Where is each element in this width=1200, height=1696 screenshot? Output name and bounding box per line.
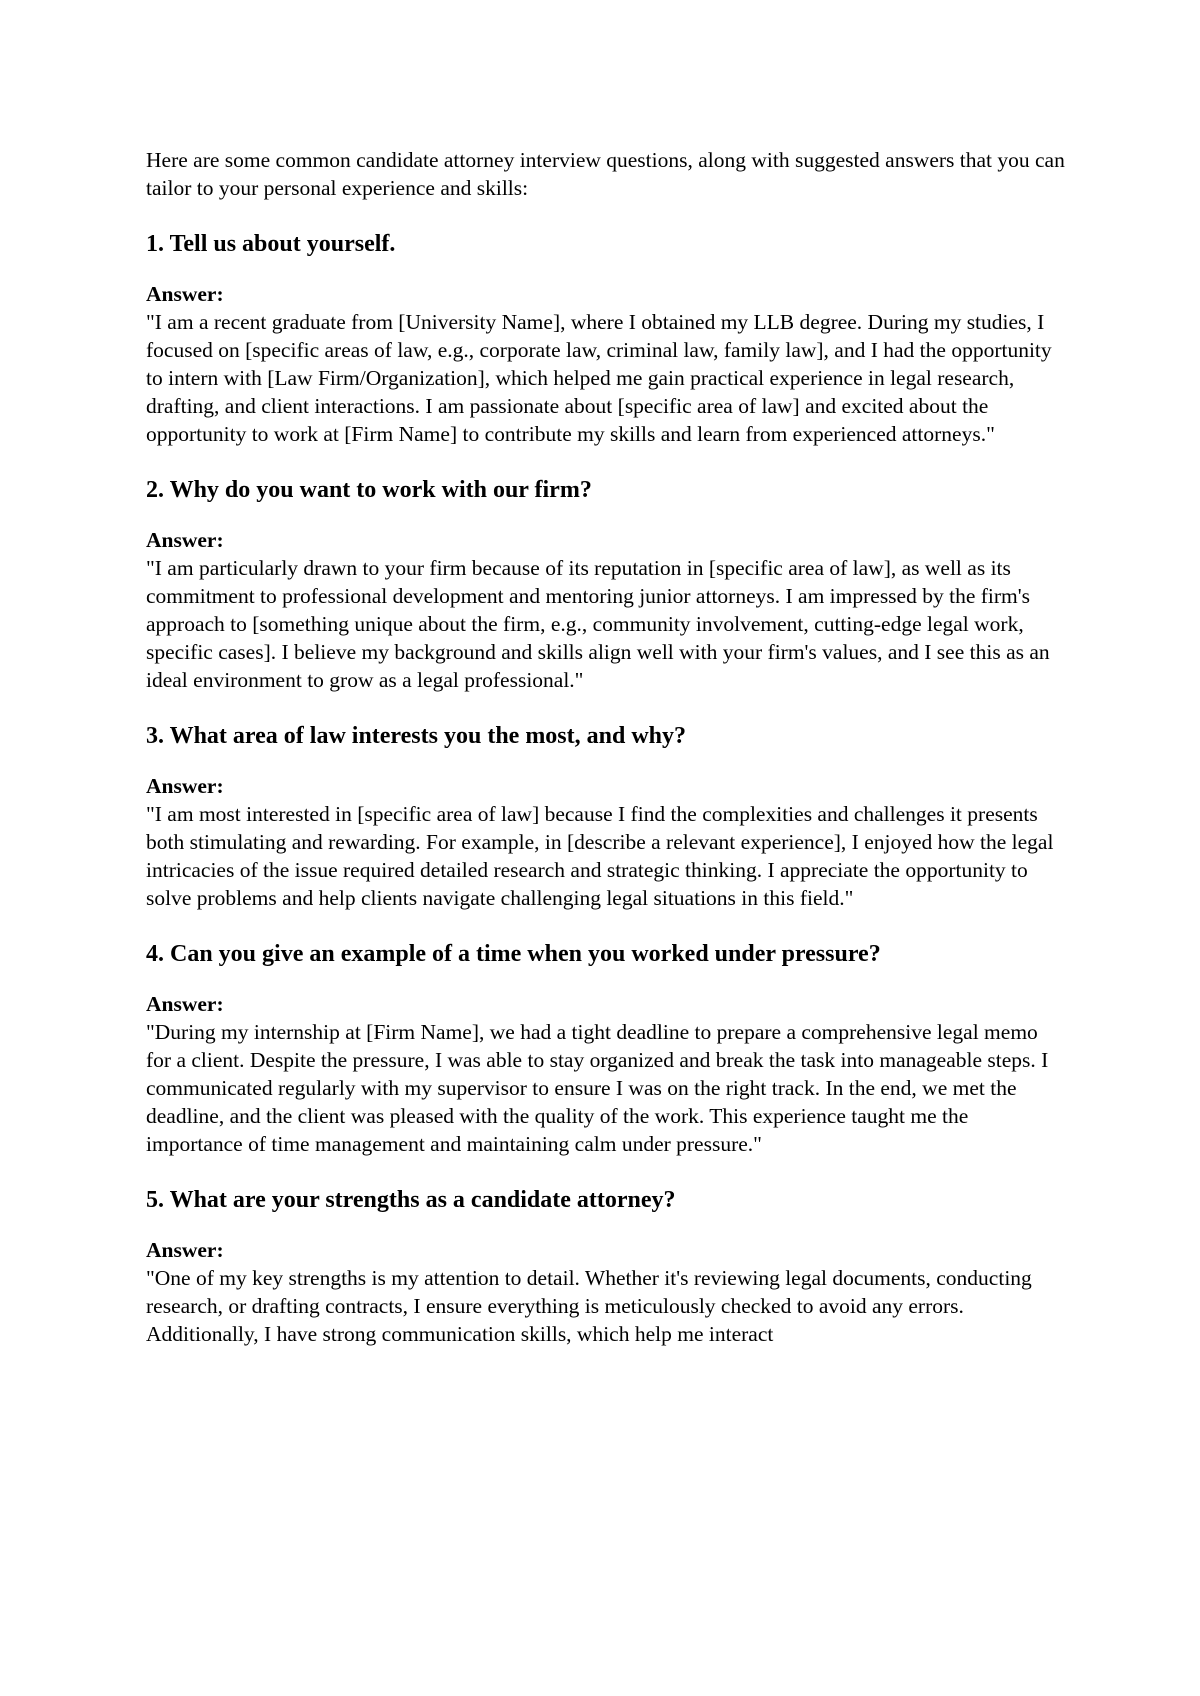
question-heading: 3. What area of law interests you the most, and why? <box>146 723 687 749</box>
answer-text: "During my internship at [Firm Name], we had a tight deadline to prepare a comprehensive legal memo for a client. Despite the pressure, I was able to stay organized and break the task into manageable steps. I communicated regularly with my supervisor to ensure I was on the right track. In the end, we met the deadline, and the client was pleased with the quality of the work. This experience taught me the importance of time management and maintaining calm under pressure." <box>146 1020 1049 1156</box>
answer-label: Answer: <box>146 774 224 798</box>
question-heading: 5. What are your strengths as a candidate attorney? <box>146 1187 676 1213</box>
answer-text: "I am most interested in [specific area of law] because I find the complexities and challenges it presents both stimulating and rewarding. For example, in [describe a relevant experience], I enjoyed how the legal intricacies of the issue required detailed research and strategic thinking. I appreciate the opportunity to solve problems and help clients navigate challenging legal situations in this field." <box>146 802 1054 910</box>
answer-text: "One of my key strengths is my attention to detail. Whether it's reviewing legal documents, conducting research, or drafting contracts, I ensure everything is meticulously checked to avoid any errors. Additionally, I have strong communication skills, which help me interact <box>146 1266 1032 1346</box>
qa-item-4 <box>146 938 1066 1158</box>
answer-label: Answer: <box>146 528 224 552</box>
qa-item-3 <box>146 720 1066 912</box>
answer-label: Answer: <box>146 992 224 1016</box>
document-page <box>146 146 1066 1348</box>
intro-paragraph: Here are some common candidate attorney interview questions, along with suggested answers that you can tailor to your personal experience and skills: <box>146 148 1065 200</box>
question-heading: 4. Can you give an example of a time when you worked under pressure? <box>146 941 881 967</box>
answer-label: Answer: <box>146 282 224 306</box>
question-heading: 2. Why do you want to work with our firm? <box>146 477 592 503</box>
answer-label: Answer: <box>146 1238 224 1262</box>
answer-text: "I am a recent graduate from [University Name], where I obtained my LLB degree. During my studies, I focused on [specific areas of law, e.g., corporate law, criminal law, family law], and I had the opportunity to intern with [Law Firm/Organization], which helped me gain practical experience in legal research, drafting, and client interactions. I am passionate about [specific area of law] and excited about the opportunity to work at [Firm Name] to contribute my skills and learn from experienced attorneys." <box>146 310 1052 446</box>
answer-text: "I am particularly drawn to your firm because of its reputation in [specific area of law], as well as its commitment to professional development and mentoring junior attorneys. I am impressed by the firm's approach to [something unique about the firm, e.g., community involvement, cutting-edge legal work, specific cases]. I believe my background and skills align well with your firm's values, and I see this as an ideal environment to grow as a legal professional." <box>146 556 1050 692</box>
qa-item-5 <box>146 1184 1066 1348</box>
qa-item-2 <box>146 474 1066 694</box>
qa-item-1 <box>146 228 1066 448</box>
question-heading: 1. Tell us about yourself. <box>146 231 396 257</box>
